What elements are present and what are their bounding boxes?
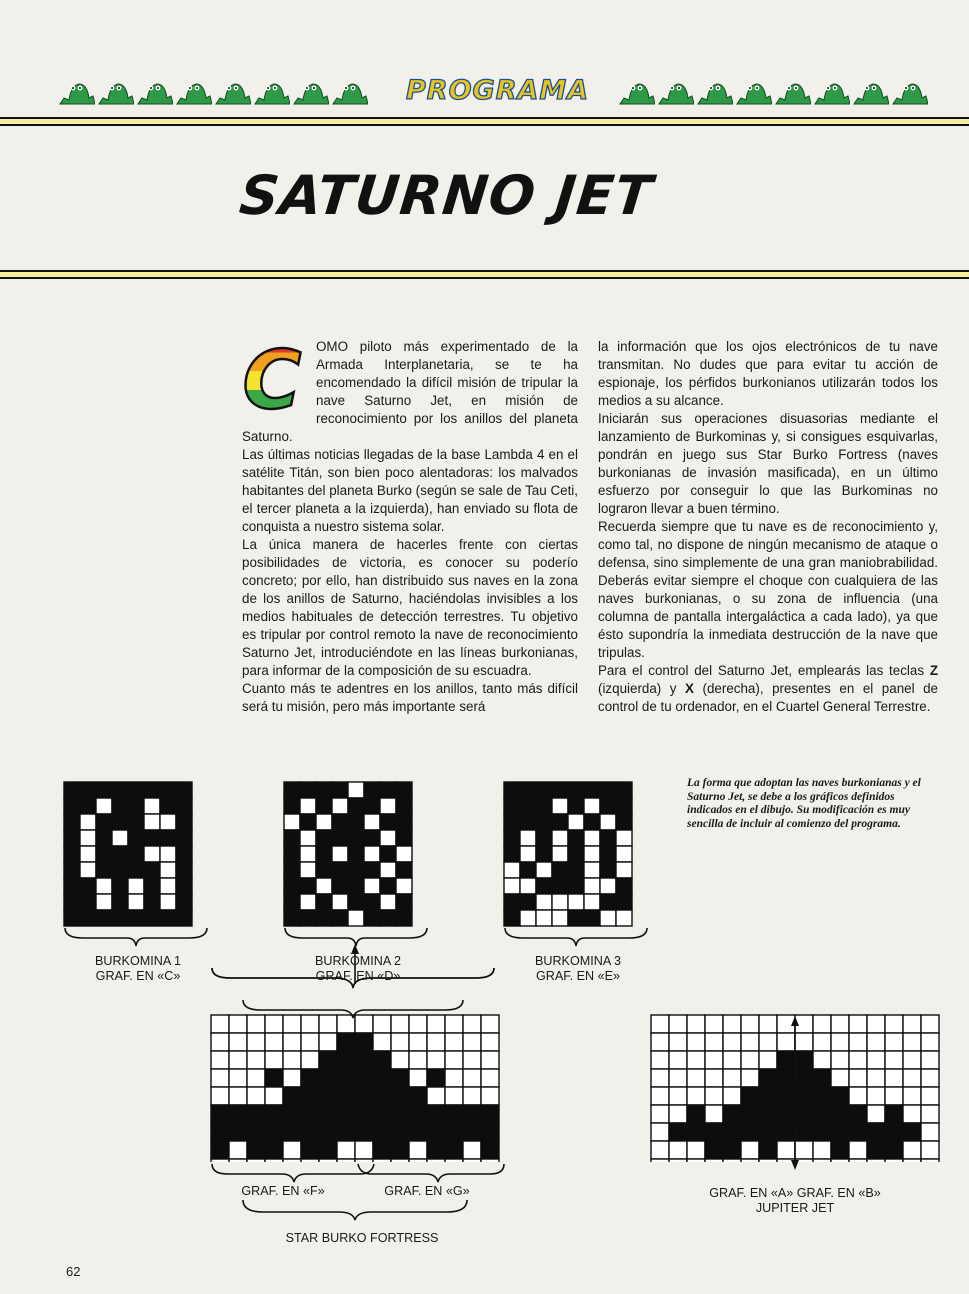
article-title: SATURNO JET (236, 164, 656, 227)
grid-cell (128, 846, 144, 862)
grid-cell (552, 846, 568, 862)
grid-cell (552, 814, 568, 830)
grid-cell (348, 814, 364, 830)
grid-cell (300, 894, 316, 910)
frog-icon (891, 76, 928, 106)
grid-cell (80, 830, 96, 846)
grid-cell (600, 782, 616, 798)
grid-cell (584, 862, 600, 878)
grid-cell (616, 782, 632, 798)
grid-cell (536, 846, 552, 862)
grid-cell (176, 830, 192, 846)
grid-cell (176, 878, 192, 894)
figure-caption: La forma que adoptan las naves burkonianas y el Saturno Jet, se debe a los gráficos definidos indicados en el dibujo. Su modificación es muy sencilla de incluir al comienzo del programa. (687, 777, 921, 830)
grid-cell (160, 798, 176, 814)
grid-cell (64, 894, 80, 910)
grid-cell (380, 878, 396, 894)
burkomina-1-label: BURKOMINA 1 GRAF. EN «C» (94, 954, 182, 983)
grid-cell (536, 830, 552, 846)
grid-cell (364, 814, 380, 830)
grid-cell (552, 878, 568, 894)
grid-cell (504, 862, 520, 878)
grid-cell (600, 798, 616, 814)
grid-cell (616, 878, 632, 894)
dropcap-c (242, 340, 302, 416)
frog-icon (331, 76, 368, 106)
grid-cell (316, 894, 332, 910)
grid-cell (396, 846, 412, 862)
grid-cell (284, 862, 300, 878)
col1-paragraph-4: Cuanto más te adentres en los anillos, tanto más difícil será tu misión, pero más importante será (242, 681, 578, 714)
grid-cell (96, 814, 112, 830)
grid-cell (160, 878, 176, 894)
grid-cell (520, 830, 536, 846)
fortress-graf-right: GRAF. EN «G» (384, 1184, 470, 1198)
title-band (0, 270, 969, 279)
grid-cell (504, 782, 520, 798)
burkomina-2-label: BURKOMINA 2 GRAF. EN «D» (314, 954, 402, 983)
grid-cell (348, 862, 364, 878)
grid-cell (316, 782, 332, 798)
grid-cell (568, 862, 584, 878)
grid-cell (616, 894, 632, 910)
grid-cell (64, 830, 80, 846)
grid-cell (64, 814, 80, 830)
grid-cell (112, 830, 128, 846)
grid-cell (112, 798, 128, 814)
column-1 (242, 338, 578, 716)
grid-cell (536, 894, 552, 910)
grid-cell (504, 878, 520, 894)
grid-cell (96, 862, 112, 878)
grid-cell (316, 830, 332, 846)
col1-paragraph-2: Las últimas noticias llegadas de la base Lambda 4 en el satélite Titán, son bien poco alentadoras: los malvados habitantes del planeta Burko (según se sale de Tau Ceti, el tercer planeta a la izquierda), han enviado su flota de conquista a nuestro sistema solar. (242, 447, 578, 534)
grid-cell (284, 894, 300, 910)
section-label: PROGRAMA (406, 75, 590, 106)
grid-cell (96, 846, 112, 862)
grid-cell (364, 798, 380, 814)
fortress-graf-left: GRAF. EN «F» (241, 1184, 325, 1198)
grid-cell (144, 862, 160, 878)
grid-cell (600, 894, 616, 910)
grid-cell (284, 878, 300, 894)
grid-cell (332, 846, 348, 862)
grid-cell (64, 798, 80, 814)
grid-cell (96, 894, 112, 910)
grid-cell (80, 894, 96, 910)
grid-cell (96, 878, 112, 894)
key-x: X (685, 681, 694, 696)
grid-cell (568, 878, 584, 894)
grid-cell (584, 782, 600, 798)
grid-cell (80, 862, 96, 878)
grid-cell (64, 878, 80, 894)
grid-cell (332, 814, 348, 830)
col2-paragraph-2: Iniciarán sus operaciones disuasorias mediante el lanzamiento de Burkominas y, si consigues esquivarlas, pondrán en juego sus Star Burko Fortress (naves burkonianas de invasión masificada), en un último esfuerzo por conseguir lo que las Burkominas no lograron llevar a buen término. (598, 411, 938, 516)
grid-cell (504, 830, 520, 846)
frog-icon (618, 76, 655, 106)
grid-cell (300, 830, 316, 846)
grid-cell (128, 878, 144, 894)
grid-cell (568, 830, 584, 846)
grid-cell (536, 862, 552, 878)
grid-cell (520, 846, 536, 862)
grid-cell (616, 830, 632, 846)
grid-cell (64, 846, 80, 862)
grid-cell (144, 894, 160, 910)
grid-cell (316, 878, 332, 894)
grid-cell (568, 782, 584, 798)
grid-cell (396, 862, 412, 878)
grid-cell (552, 782, 568, 798)
grid-cell (128, 830, 144, 846)
grid-cell (348, 878, 364, 894)
burkomina-3-grid (503, 781, 649, 927)
grid-cell (396, 878, 412, 894)
grid-cell (600, 878, 616, 894)
grid-cell (504, 814, 520, 830)
grid-cell (128, 782, 144, 798)
grid-cell (300, 798, 316, 814)
grid-cell (364, 878, 380, 894)
svg-text:C: C (242, 340, 302, 416)
grid-cell (520, 862, 536, 878)
grid-cell (348, 894, 364, 910)
grid-cell (300, 878, 316, 894)
frog-icon (852, 76, 889, 106)
grid-cell (128, 798, 144, 814)
grid-cell (160, 782, 176, 798)
grid-cell (348, 830, 364, 846)
grid-cell (568, 846, 584, 862)
grid-cell (380, 894, 396, 910)
frog-icon (97, 76, 134, 106)
grid-cell (568, 894, 584, 910)
grid-cell (332, 878, 348, 894)
grid-cell (300, 862, 316, 878)
grid-cell (144, 830, 160, 846)
fortress-name: STAR BURKO FORTRESS (285, 1231, 439, 1245)
frog-icon (58, 76, 95, 106)
grid-cell (128, 894, 144, 910)
grid-cell (552, 830, 568, 846)
burkomina-3-label: BURKOMINA 3 GRAF. EN «E» (534, 954, 622, 983)
key-z: Z (929, 663, 938, 678)
grid-cell (616, 814, 632, 830)
grid-cell (616, 846, 632, 862)
grid-cell (80, 878, 96, 894)
frog-icon (136, 76, 173, 106)
grid-cell (584, 878, 600, 894)
grid-cell (176, 782, 192, 798)
grid-cell (144, 782, 160, 798)
grid-cell (300, 782, 316, 798)
col1-paragraph-1: OMO piloto más experimentado de la Armada Interplanetaria, se te ha encomendado la difícil misión de tripular la nave Saturno Jet, en misión de reconocimiento por los anillos del planeta Saturno. (242, 339, 578, 444)
grid-cell (536, 814, 552, 830)
grid-cell (600, 862, 616, 878)
grid-cell (80, 814, 96, 830)
grid-cell (504, 798, 520, 814)
grid-cell (348, 846, 364, 862)
grid-cell (112, 814, 128, 830)
grid-cell (600, 846, 616, 862)
grid-cell (128, 862, 144, 878)
grid-cell (284, 814, 300, 830)
grid-cell (584, 814, 600, 830)
grid-cell (380, 782, 396, 798)
grid-cell (144, 798, 160, 814)
grid-cell (176, 798, 192, 814)
grid-cell (160, 862, 176, 878)
grid-cell (160, 830, 176, 846)
grid-cell (144, 846, 160, 862)
grid-cell (552, 798, 568, 814)
grid-cell (96, 798, 112, 814)
grid-cell (300, 814, 316, 830)
grid-cell (364, 830, 380, 846)
grid-cell (176, 894, 192, 910)
grid-cell (112, 894, 128, 910)
burkomina-2-grid (283, 781, 429, 927)
grid-cell (396, 830, 412, 846)
grid-cell (284, 830, 300, 846)
grid-cell (584, 846, 600, 862)
column-2 (598, 338, 938, 716)
grid-cell (160, 846, 176, 862)
grid-cell (348, 798, 364, 814)
grid-cell (616, 862, 632, 878)
grid-cell (552, 894, 568, 910)
grid-cell (348, 782, 364, 798)
grid-cell (584, 798, 600, 814)
grid-cell (160, 814, 176, 830)
col1-paragraph-3: La única manera de hacerles frente con ciertas posibilidades de victoria, es conocer su poderío concreto; por ello, han distribuido sus naves en la zona de los anillos de Saturno, haciéndolas invisibles a los medios habituales de detección terrestres. Tu objetivo es tripular por control remoto la nave de reconocimiento Saturno Jet, introduciéndote en las líneas burkonianas, para informar de la composición de su escuadra. (242, 537, 578, 678)
grid-cell (520, 814, 536, 830)
grid-cell (332, 782, 348, 798)
grid-cell (600, 814, 616, 830)
grid-cell (504, 846, 520, 862)
frog-icon (735, 76, 772, 106)
frog-icon (657, 76, 694, 106)
grid-cell (380, 830, 396, 846)
grid-cell (332, 798, 348, 814)
grid-cell (568, 814, 584, 830)
frog-icon (696, 76, 733, 106)
grid-cell (520, 782, 536, 798)
col2-paragraph-3: Recuerda siempre que tu nave es de reconocimiento y, como tal, no dispone de ningún mecanismo de ataque o defensa, sino simplemente de una gran maniobrabilidad. Deberás evitar siempre el choque con cualquiera de las naves burkonianas, o su zona de influencia (una columna de pantalla intergaláctica a cada lado), ya que ésto supondría la inmediata destrucción de la nave que tripulas. (598, 519, 938, 660)
grid-cell (380, 798, 396, 814)
grid-cell (128, 814, 144, 830)
grid-cell (536, 782, 552, 798)
grid-cell (332, 830, 348, 846)
col2-paragraph-4: Para el control del Saturno Jet, emplearás las teclas Z (izquierda) y X (derecha), presentes en el panel de control de tu ordenador, en el Cuartel General Terrestre. (598, 663, 938, 714)
grid-cell (112, 878, 128, 894)
grid-cell (380, 846, 396, 862)
grid-cell (96, 782, 112, 798)
grid-cell (64, 782, 80, 798)
grid-cell (504, 894, 520, 910)
grid-cell (112, 846, 128, 862)
grid-cell (176, 846, 192, 862)
page-number: 62 (66, 1264, 81, 1279)
frog-icon (292, 76, 329, 106)
grid-cell (284, 798, 300, 814)
grid-cell (364, 782, 380, 798)
grid-cell (300, 846, 316, 862)
burkomina-1-grid (63, 781, 209, 927)
grid-cell (600, 830, 616, 846)
header-frogs-left (58, 76, 370, 110)
grid-cell (332, 894, 348, 910)
grid-cell (396, 798, 412, 814)
grid-cell (144, 878, 160, 894)
grid-cell (80, 798, 96, 814)
frog-icon (813, 76, 850, 106)
grid-cell (160, 894, 176, 910)
grid-cell (616, 798, 632, 814)
grid-cell (396, 894, 412, 910)
grid-cell (520, 798, 536, 814)
grid-cell (552, 862, 568, 878)
grid-cell (316, 798, 332, 814)
grid-cell (520, 894, 536, 910)
frog-icon (774, 76, 811, 106)
grid-cell (316, 814, 332, 830)
frog-icon (214, 76, 251, 106)
grid-cell (364, 846, 380, 862)
grid-cell (364, 894, 380, 910)
grid-cell (284, 782, 300, 798)
frog-icon (253, 76, 290, 106)
grid-cell (176, 862, 192, 878)
grid-cell (176, 814, 192, 830)
jupiter-jet-label: GRAF. EN «A» GRAF. EN «B» JUPITER JET (709, 1186, 881, 1215)
grid-cell (396, 782, 412, 798)
grid-cell (584, 894, 600, 910)
grid-cell (96, 830, 112, 846)
grid-cell (284, 846, 300, 862)
grid-cell (536, 798, 552, 814)
grid-cell (64, 862, 80, 878)
grid-cell (112, 862, 128, 878)
grid-cell (332, 862, 348, 878)
grid-cell (536, 878, 552, 894)
grid-cell (112, 782, 128, 798)
col2-paragraph-1: la información que los ojos electrónicos de tu nave transmitan. No dudes que para evitar tu acción de espionaje, los pérfidos burkonianos utilizarán todos los medios a su alcance. (598, 339, 938, 408)
frog-icon (175, 76, 212, 106)
grid-cell (80, 846, 96, 862)
header-frogs-right (618, 76, 930, 110)
grid-cell (380, 862, 396, 878)
grid-cell (568, 798, 584, 814)
header-band (0, 117, 969, 126)
grid-cell (520, 878, 536, 894)
grid-cell (316, 862, 332, 878)
grid-cell (584, 830, 600, 846)
grid-cell (144, 814, 160, 830)
grid-cell (380, 814, 396, 830)
grid-cell (80, 782, 96, 798)
grid-cell (364, 862, 380, 878)
grid-cell (316, 846, 332, 862)
grid-cell (396, 814, 412, 830)
